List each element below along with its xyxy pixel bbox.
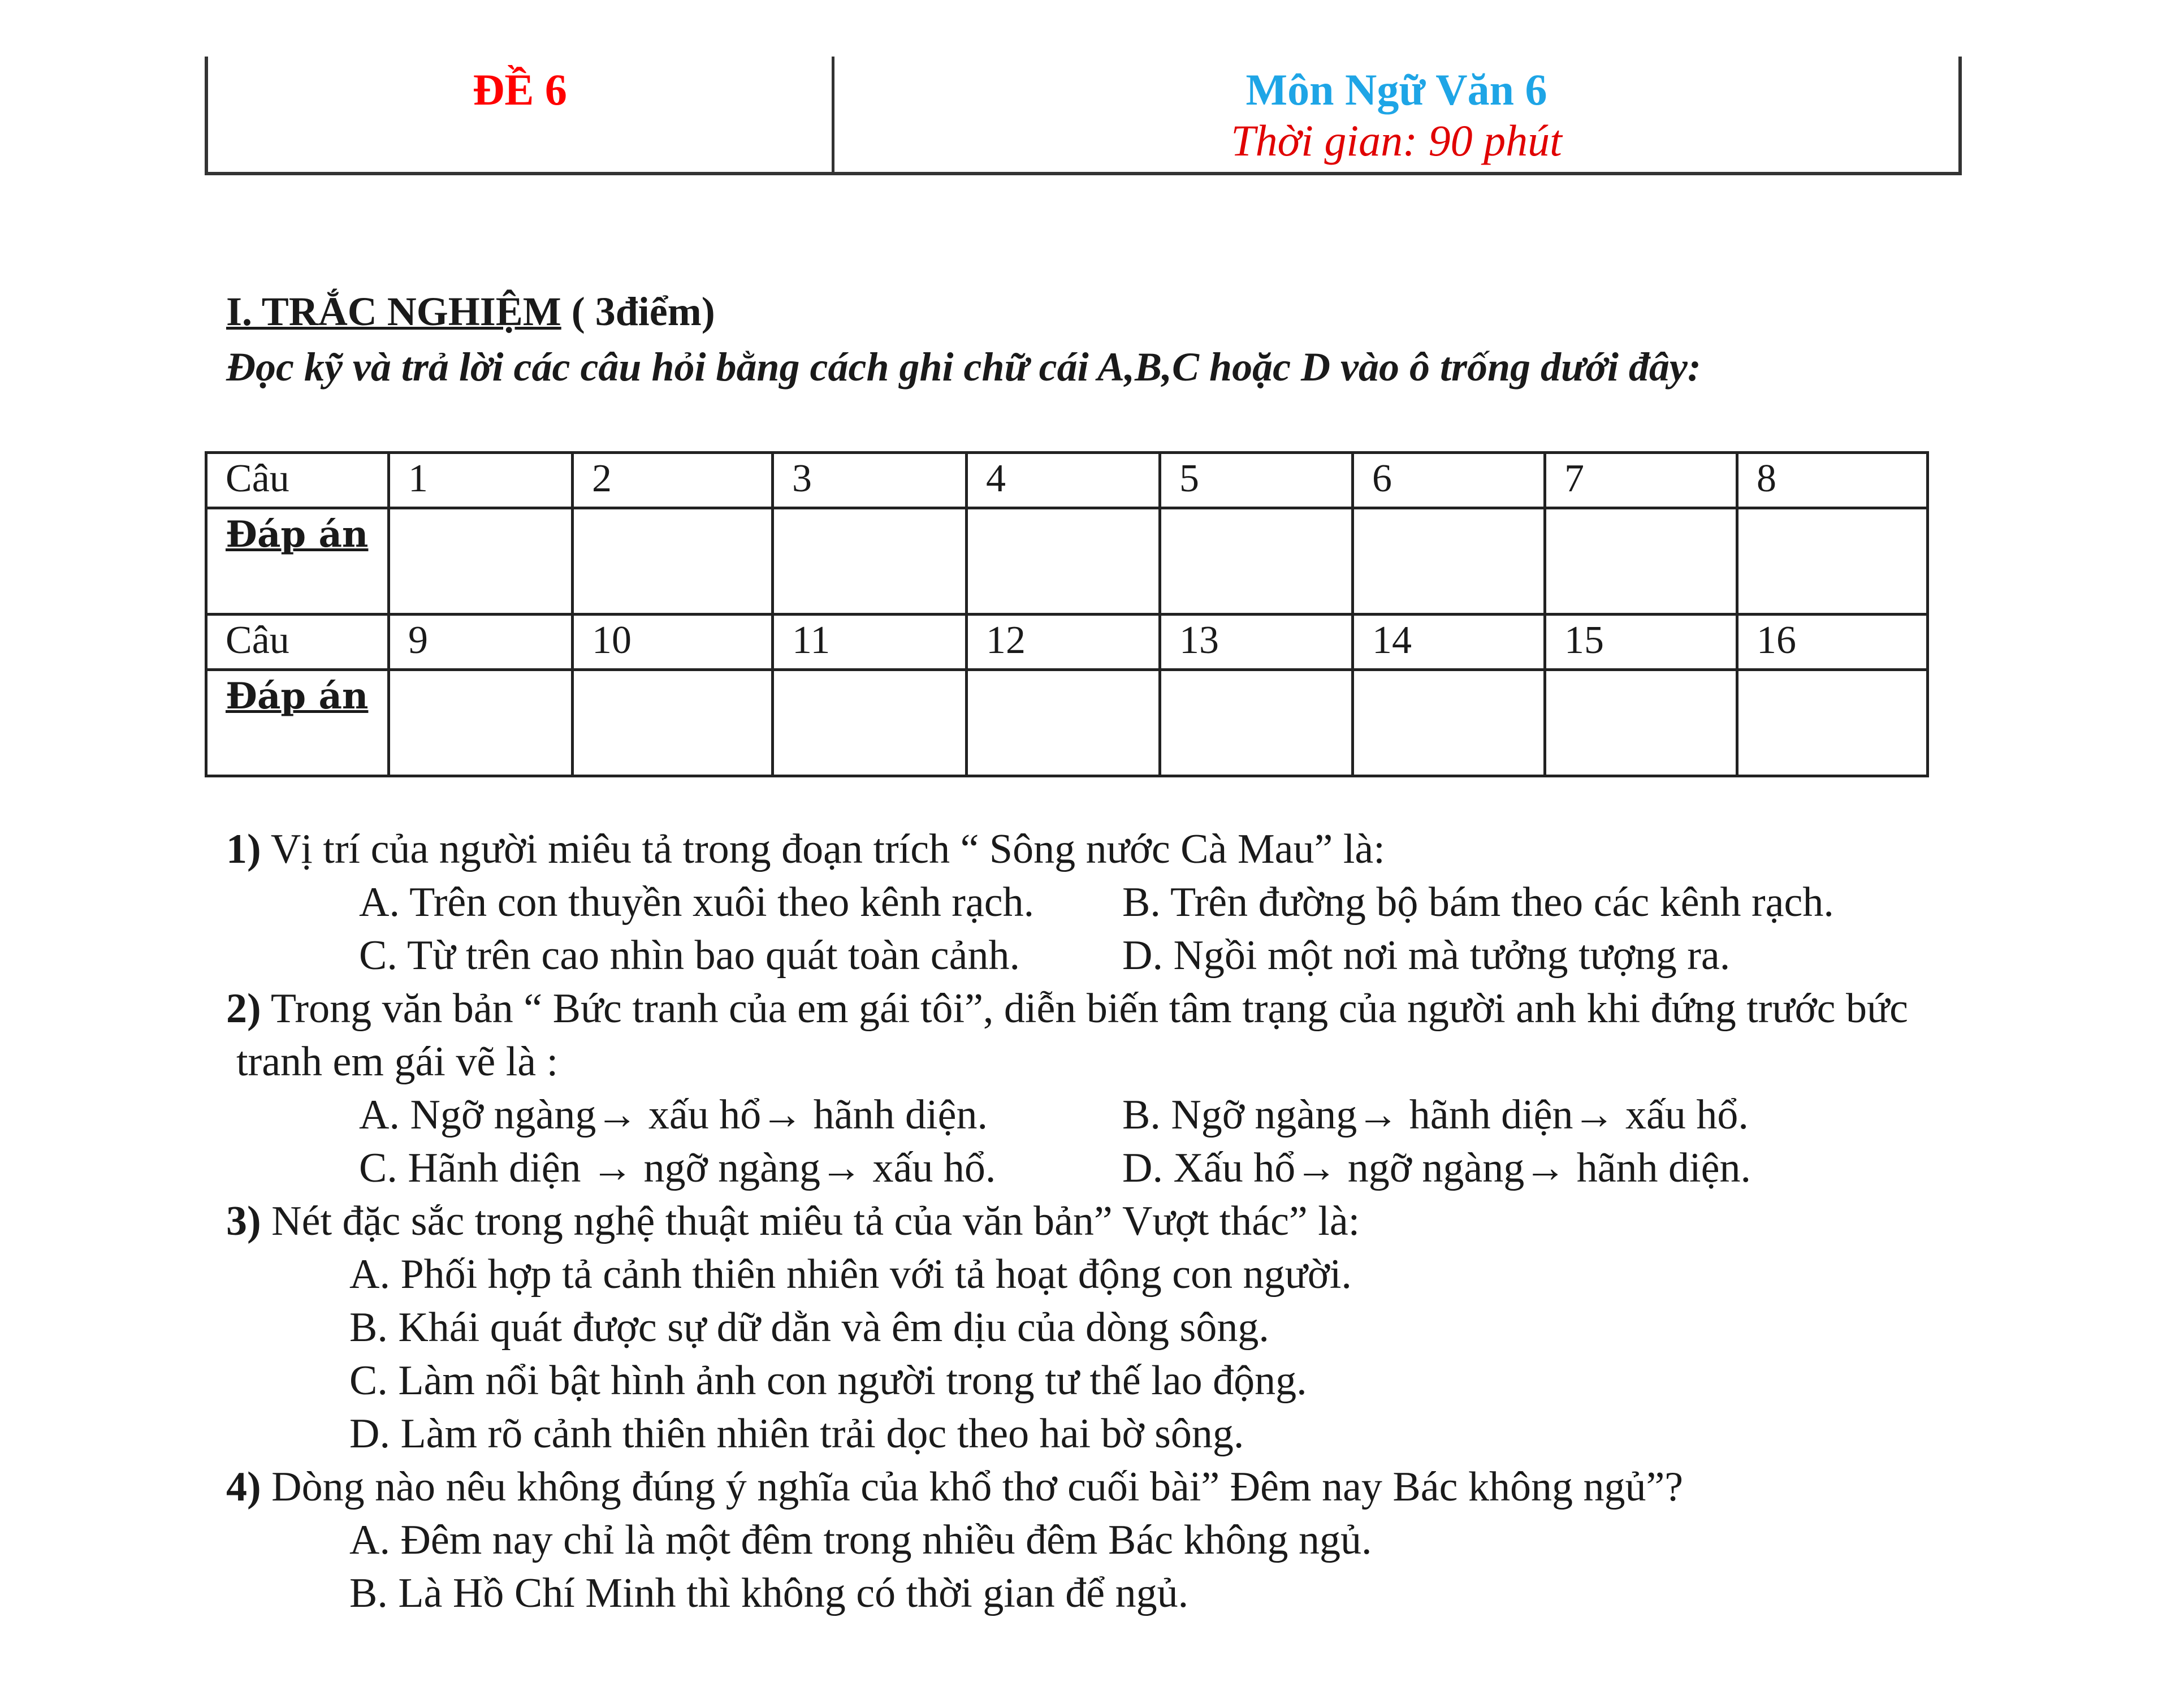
answer-cell[interactable] <box>967 670 1160 776</box>
option-c: C. Làm nổi bật hình ảnh con người trong tư thế lao động. <box>349 1357 1307 1404</box>
question-text: Dòng nào nêu không đúng ý nghĩa của khổ thơ cuối bài” Đêm nay Bác không ngủ”? <box>261 1464 1684 1510</box>
question-number-cell: 11 <box>773 615 967 670</box>
question-2 <box>226 982 2148 1035</box>
table-row <box>206 508 1928 615</box>
answer-label: Đáp án <box>226 675 369 717</box>
option-a: A. Phối hợp tả cảnh thiên nhiên với tả hoạt động con người. <box>349 1251 1352 1298</box>
answer-cell[interactable] <box>1737 670 1928 776</box>
option-d: D. Ngồi một nơi mà tưởng tượng ra. <box>1122 932 1731 979</box>
subject-title: Môn Ngữ Văn 6 <box>1245 65 1547 114</box>
option-a: A. Trên con thuyền xuôi theo kênh rạch. <box>359 879 1035 926</box>
section-points: ( 3điểm) <box>561 289 715 334</box>
question-number-cell: 5 <box>1160 453 1353 508</box>
section-instruction: Đọc kỹ và trả lời các câu hỏi bằng cách ghi chữ cái A,B,C hoặc D vào ô trống dưới đây: <box>226 344 1701 390</box>
option-a: A. Đêm nay chỉ là một đêm trong nhiều đêm Bác không ngủ. <box>349 1517 1372 1563</box>
question-number-cell: 15 <box>1545 615 1737 670</box>
answer-cell[interactable] <box>773 508 967 615</box>
table-row <box>206 615 1928 670</box>
option-b: B. Là Hồ Chí Minh thì không có thời gian để ngủ. <box>349 1570 1189 1616</box>
question-number-cell: 6 <box>1353 453 1545 508</box>
option-row <box>226 876 2148 929</box>
exam-time: Thời gian: 90 phút <box>1231 115 1562 165</box>
question-number-cell: 12 <box>967 615 1160 670</box>
answer-cell[interactable] <box>967 508 1160 615</box>
question-label-cell: Câu <box>206 615 389 670</box>
option-c: C. Hãnh diện → ngỡ ngàng→ xấu hổ. <box>359 1145 996 1191</box>
question-4 <box>226 1460 2148 1514</box>
option-a: A. Ngỡ ngàng→ xấu hổ→ hãnh diện. <box>359 1092 988 1138</box>
option-d: D. Xấu hổ→ ngỡ ngàng→ hãnh diện. <box>1122 1145 1751 1191</box>
answer-label-cell <box>206 508 389 615</box>
table-row <box>206 670 1928 776</box>
header-left-cell <box>208 57 832 115</box>
answer-cell[interactable] <box>1737 508 1928 615</box>
question-number-cell: 8 <box>1737 453 1928 508</box>
option-row <box>226 929 2148 982</box>
option-c: C. Từ trên cao nhìn bao quát toàn cảnh. <box>359 932 1020 979</box>
question-list <box>226 823 2148 1620</box>
answer-cell[interactable] <box>1353 508 1545 615</box>
option-b: B. Trên đường bộ bám theo các kênh rạch. <box>1122 879 1834 926</box>
exam-code: ĐỀ 6 <box>473 65 567 114</box>
question-number-cell: 13 <box>1160 615 1353 670</box>
answer-cell[interactable] <box>1160 508 1353 615</box>
option-row <box>226 1141 2148 1195</box>
table-row <box>206 453 1928 508</box>
question-number-cell: 3 <box>773 453 967 508</box>
question-number-cell: 16 <box>1737 615 1928 670</box>
answer-cell[interactable] <box>1545 508 1737 615</box>
answer-table <box>205 451 1929 777</box>
answer-cell[interactable] <box>389 670 573 776</box>
option-b: B. Ngỡ ngàng→ hãnh diện→ xấu hổ. <box>1122 1092 1749 1138</box>
answer-cell[interactable] <box>773 670 967 776</box>
question-number-cell: 14 <box>1353 615 1545 670</box>
answer-label: Đáp án <box>226 513 369 556</box>
option-d: D. Làm rõ cảnh thiên nhiên trải dọc theo hai bờ sông. <box>349 1411 1244 1457</box>
option-b: B. Khái quát được sự dữ dằn và êm dịu của dòng sông. <box>349 1304 1269 1351</box>
answer-label-cell <box>206 670 389 776</box>
answer-cell[interactable] <box>389 508 573 615</box>
question-1 <box>226 823 2148 876</box>
question-number-cell: 7 <box>1545 453 1737 508</box>
question-number-cell: 2 <box>573 453 773 508</box>
question-number: 3) <box>226 1198 261 1244</box>
question-3 <box>226 1195 2148 1248</box>
question-number-cell: 9 <box>389 615 573 670</box>
header-right-cell <box>834 57 1958 166</box>
question-text: Vị trí của người miêu tả trong đoạn trích “ Sông nước Cà Mau” là: <box>261 826 1385 872</box>
answer-cell[interactable] <box>573 508 773 615</box>
option-row <box>226 1088 2148 1141</box>
question-number-cell: 4 <box>967 453 1160 508</box>
section-heading <box>226 288 715 335</box>
exam-header <box>205 57 1962 175</box>
section-title: I. TRẮC NGHIỆM <box>226 289 561 334</box>
answer-cell[interactable] <box>573 670 773 776</box>
question-text: Trong văn bản “ Bức tranh của em gái tôi”, diễn biến tâm trạng của người anh khi đứng trước bức <box>261 985 1908 1032</box>
question-label-cell: Câu <box>206 453 389 508</box>
question-number: 2) <box>226 985 261 1032</box>
answer-cell[interactable] <box>1353 670 1545 776</box>
question-text-continued: tranh em gái vẽ là : <box>236 1039 559 1085</box>
question-number: 1) <box>226 826 261 872</box>
question-number-cell: 1 <box>389 453 573 508</box>
question-text: Nét đặc sắc trong nghệ thuật miêu tả của văn bản” Vượt thác” là: <box>261 1198 1360 1244</box>
answer-cell[interactable] <box>1545 670 1737 776</box>
question-number-cell: 10 <box>573 615 773 670</box>
question-number: 4) <box>226 1464 261 1510</box>
answer-cell[interactable] <box>1160 670 1353 776</box>
